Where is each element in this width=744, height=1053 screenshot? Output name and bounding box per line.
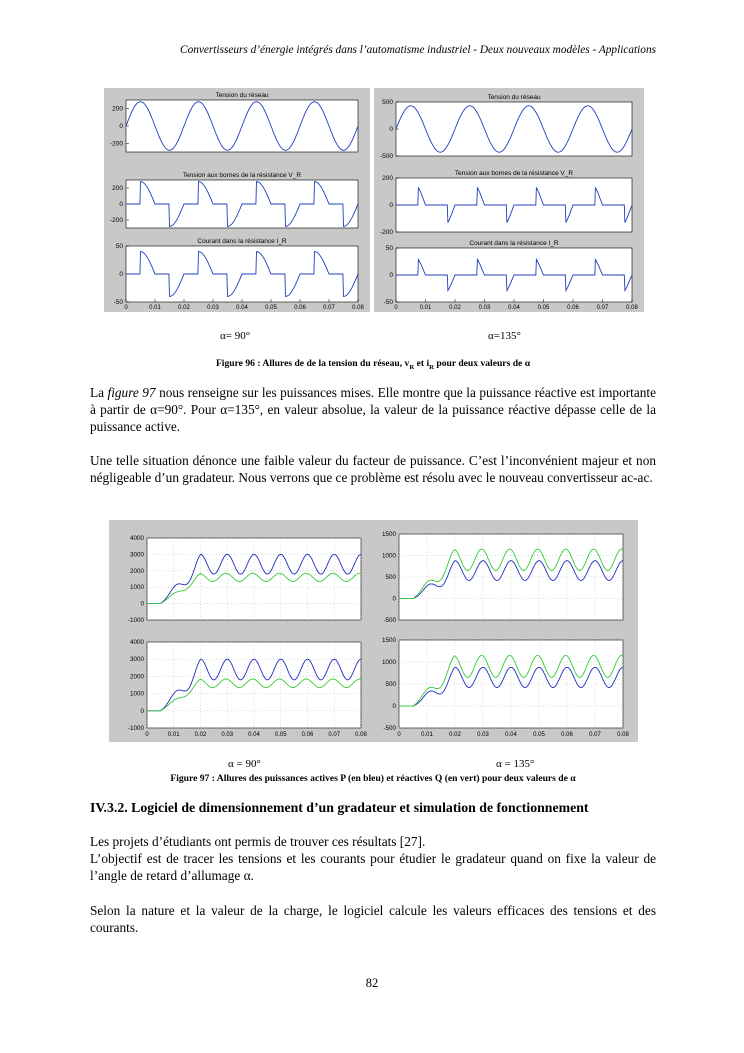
running-header: Convertisseurs d’énergie intégrés dans l’automatisme industriel - Deux nouveaux modèles - Applications <box>180 44 656 56</box>
x-tick-label: 0.05 <box>274 732 287 738</box>
y-tick-label: 500 <box>382 99 393 106</box>
x-tick-label: 0.01 <box>419 305 432 311</box>
y-tick-label: 0 <box>119 201 123 208</box>
y-tick-label: 200 <box>112 105 123 113</box>
x-tick-label: 0 <box>145 732 149 738</box>
x-tick-label: 0.06 <box>301 732 314 738</box>
x-tick-label: 0.07 <box>328 732 341 738</box>
y-tick-label: 3000 <box>129 551 144 559</box>
figure-97-svg <box>109 520 638 742</box>
x-tick-label: 0.06 <box>294 305 306 311</box>
y-tick-label: 2000 <box>129 673 144 681</box>
x-tick-label: 0.02 <box>194 732 207 738</box>
paragraph-1 <box>90 384 656 435</box>
figure-97-caption: Figure 97 : Allures des puissances actives P (en bleu) et réactives Q (en vert) pour deux valeurs de α <box>170 773 576 784</box>
y-tick-label: 50 <box>115 243 123 250</box>
y-tick-label: -1000 <box>127 617 144 624</box>
y-tick-label: 0 <box>389 126 393 133</box>
y-tick-label: 4000 <box>129 639 144 646</box>
x-tick-label: 0.06 <box>561 732 573 738</box>
y-tick-label: 500 <box>385 574 396 581</box>
x-tick-label: 0.01 <box>149 305 161 311</box>
x-tick-label: 0.08 <box>352 305 364 311</box>
x-tick-label: 0.03 <box>221 732 234 738</box>
y-tick-label: 500 <box>385 681 396 688</box>
x-tick-label: 0 <box>124 305 128 311</box>
y-tick-label: 1000 <box>129 690 144 698</box>
para-text: nous renseigne sur les puissances mises. Elle montre que la puissance réactive est importante à partir de α=90°. Pour α=135°, en valeur absolue, la valeur de la puissance réactive dépasse celle de la puissance active. <box>90 385 656 434</box>
y-tick-label: 0 <box>140 600 144 608</box>
y-tick-label: 200 <box>112 185 123 192</box>
panel-title: Courant dans la résistance I_R <box>469 240 559 247</box>
paragraph-2: Une telle situation dénonce une faible valeur du facteur de puissance. C’est l’inconvénient majeur et non négligeable d’un gradateur. Nous verrons que ce problème est résolu avec le nouveau convertisseur ac-ac. <box>90 453 656 485</box>
y-tick-label: -200 <box>379 229 393 236</box>
caption-sub: R <box>409 363 415 371</box>
x-tick-label: 0.07 <box>596 305 609 311</box>
x-tick-label: 0.02 <box>178 305 190 311</box>
y-tick-label: 1000 <box>129 584 144 592</box>
figure-96-graph <box>104 88 644 312</box>
x-tick-label: 0.04 <box>236 305 248 311</box>
y-tick-label: -200 <box>109 217 123 224</box>
y-tick-label: 0 <box>119 123 123 130</box>
x-tick-label: 0 <box>394 305 398 311</box>
figure-97-graph <box>109 520 638 742</box>
caption-text: pour deux valeurs de α <box>433 358 531 369</box>
y-tick-label: 0 <box>119 271 123 278</box>
paragraph-5: Selon la nature et la valeur de la charge, le logiciel calcule les valeurs efficaces des tensions et des courants. <box>90 903 656 935</box>
y-tick-label: 50 <box>385 245 393 252</box>
figure-96-svg <box>104 88 644 312</box>
panel-title: Tension du réseau <box>487 94 541 101</box>
y-tick-label: 0 <box>389 202 393 209</box>
panel-title: Courant dans la résistance I_R <box>197 238 287 245</box>
x-tick-label: 0.05 <box>537 305 550 311</box>
y-tick-label: 1500 <box>381 531 396 538</box>
y-tick-label: -200 <box>109 140 123 148</box>
x-tick-label: 0.03 <box>207 305 219 311</box>
caption-text: et i <box>414 358 430 369</box>
y-tick-label: -500 <box>383 725 396 732</box>
y-tick-label: 1500 <box>381 637 396 644</box>
caption-text: Figure 96 : Allures de de la tension du réseau, v <box>215 358 410 369</box>
y-tick-label: 0 <box>392 703 396 710</box>
paragraph-4: L’objectif est de tracer les tensions et les courants pour étudier le gradateur quand on fixe la valeur de l’angle de retard d’allumage α. <box>90 851 656 883</box>
figure-reference: figure 97 <box>107 385 156 400</box>
x-tick-label: 0.08 <box>355 732 367 738</box>
x-tick-label: 0.03 <box>478 305 491 311</box>
x-tick-label: 0.04 <box>248 732 260 738</box>
y-tick-label: -50 <box>383 299 393 306</box>
section-heading: IV.3.2. Logiciel de dimensionnement d’un gradateur et simulation de fonctionnement <box>90 800 589 815</box>
x-tick-label: 0.01 <box>421 732 433 738</box>
figure-96-caption <box>90 358 656 371</box>
y-tick-label: -500 <box>379 153 393 160</box>
page-number: 82 <box>365 976 379 990</box>
paragraph-3: Les projets d’étudiants ont permis de trouver ces résultats [27]. <box>90 834 426 849</box>
x-tick-label: 0.02 <box>449 305 461 311</box>
y-tick-label: 1000 <box>381 659 396 666</box>
panel-title: Tension aux bornes de la résistance V_R <box>454 170 574 177</box>
x-tick-label: 0.04 <box>508 305 520 311</box>
y-tick-label: 2000 <box>129 567 144 575</box>
x-tick-label: 0.06 <box>567 305 579 311</box>
para-text: La <box>90 385 108 400</box>
x-tick-label: 0.07 <box>589 732 601 738</box>
y-tick-label: 0 <box>392 595 396 603</box>
panel-title: Tension aux bornes de la résistance V_R <box>182 172 302 179</box>
panel-title: Tension du réseau <box>215 92 269 99</box>
y-tick-label: -500 <box>383 617 396 624</box>
x-tick-label: 0.02 <box>449 732 461 738</box>
figure-97-label-left: α = 90° <box>228 758 261 770</box>
x-tick-label: 0.05 <box>265 305 277 311</box>
x-tick-label: 0.04 <box>505 732 517 738</box>
y-tick-label: -50 <box>113 299 123 306</box>
x-tick-label: 0.01 <box>167 732 180 738</box>
y-tick-label: 0 <box>389 272 393 279</box>
y-tick-label: 0 <box>140 707 144 715</box>
y-tick-label: 200 <box>382 175 393 182</box>
x-tick-label: 0.05 <box>533 732 545 738</box>
figure-96-label-left: α= 90° <box>220 330 251 342</box>
x-tick-label: 0.08 <box>617 732 629 738</box>
y-tick-label: 4000 <box>129 535 144 542</box>
figure-97-label-right: α = 135° <box>496 758 535 770</box>
figure-96-label-right: α=135° <box>488 330 521 342</box>
y-tick-label: 1000 <box>381 552 396 560</box>
y-tick-label: 3000 <box>129 656 144 664</box>
y-tick-label: -1000 <box>127 725 144 732</box>
x-tick-label: 0 <box>397 732 401 738</box>
x-tick-label: 0.03 <box>477 732 489 738</box>
x-tick-label: 0.07 <box>323 305 335 311</box>
caption-sub: R <box>429 363 434 371</box>
x-tick-label: 0.08 <box>626 305 638 311</box>
